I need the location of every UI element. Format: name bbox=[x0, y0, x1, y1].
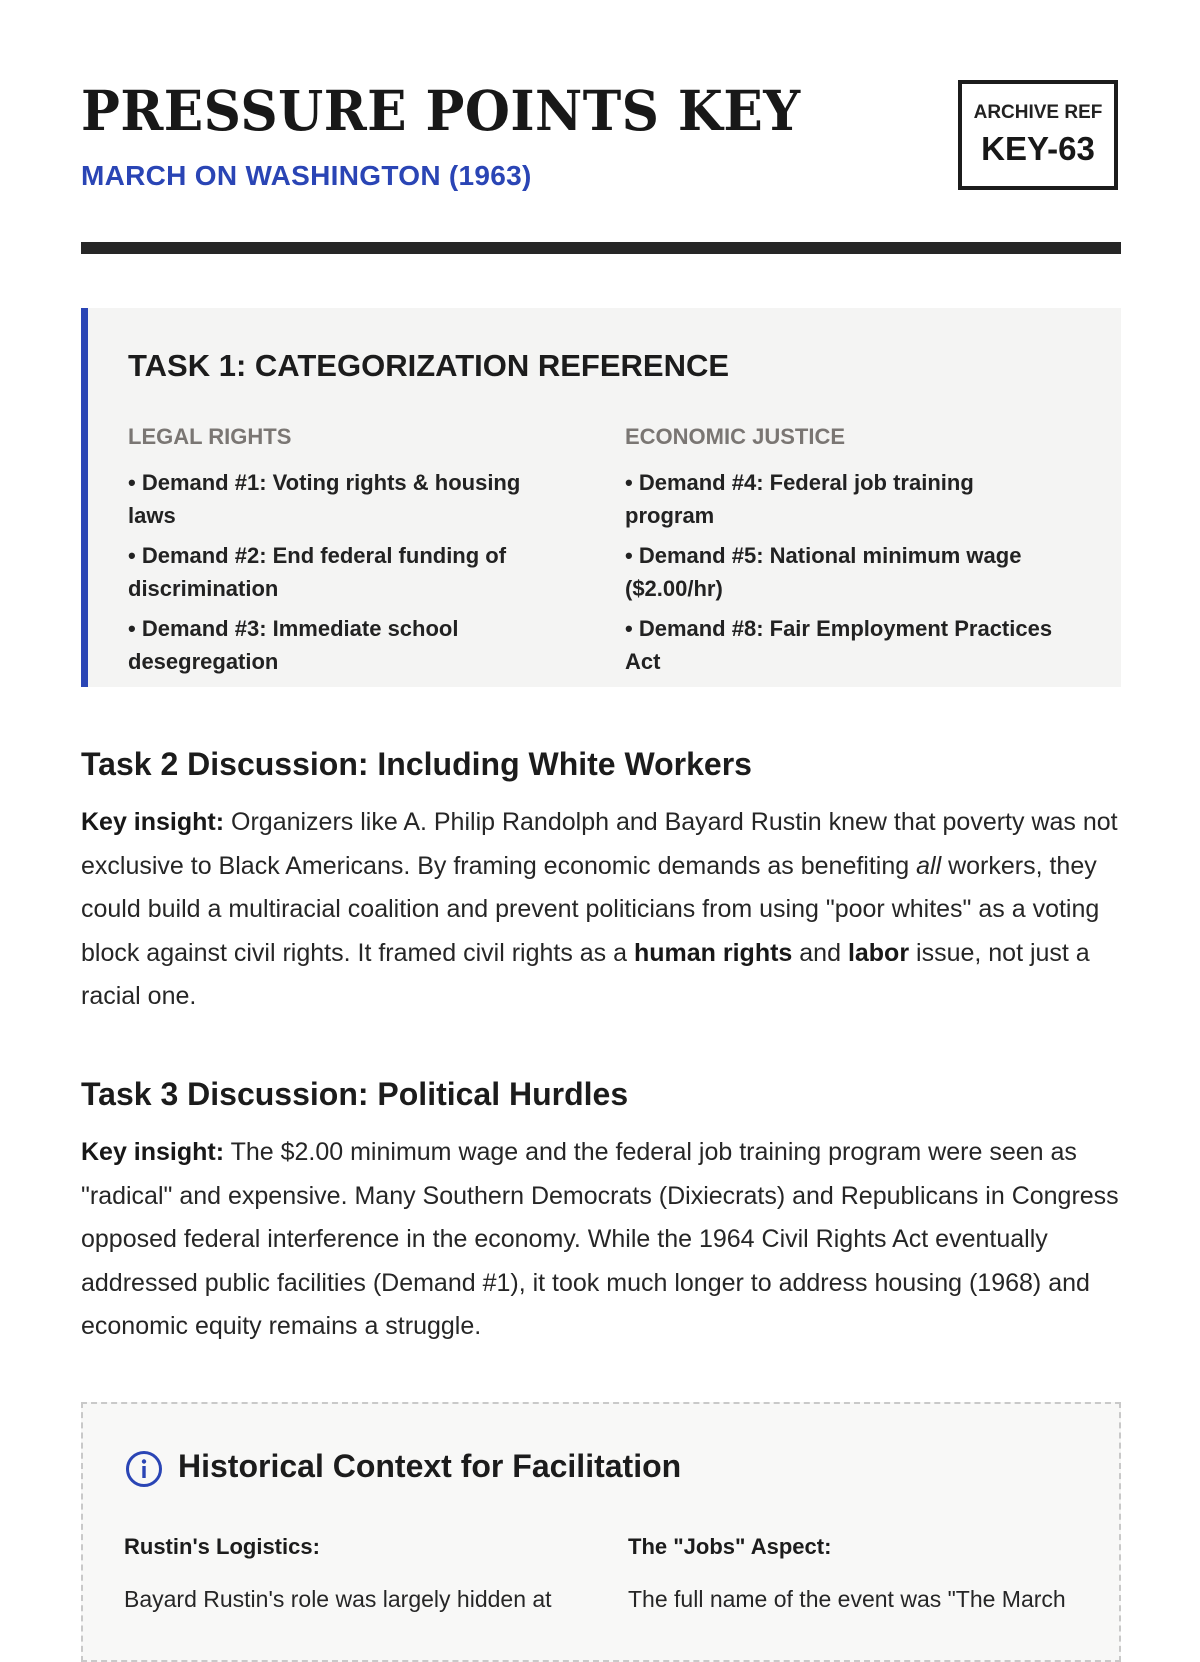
page-subtitle: MARCH ON WASHINGTON (1963) bbox=[81, 160, 532, 191]
task1-heading: TASK 1: CATEGORIZATION REFERENCE bbox=[128, 348, 730, 383]
archive-ref-code: KEY-63 bbox=[981, 130, 1095, 167]
legal-rights-list bbox=[128, 466, 568, 678]
rustin-logistics-heading: Rustin's Logistics: bbox=[124, 1534, 320, 1559]
list-item: • Demand #8: Fair Employment Practices Act bbox=[625, 616, 1053, 674]
task3-heading: Task 3 Discussion: Political Hurdles bbox=[81, 1076, 629, 1112]
economic-justice-list bbox=[625, 466, 1065, 678]
legal-rights-column bbox=[128, 424, 568, 685]
list-item: • Demand #2: End federal funding of discrimination bbox=[128, 543, 507, 601]
emphasis-all: all bbox=[916, 851, 942, 880]
context-heading: Historical Context for Facilitation bbox=[178, 1448, 682, 1484]
jobs-aspect-text: The full name of the event was "The March bbox=[628, 1586, 1066, 1612]
list-item: • Demand #5: National minimum wage ($2.00/hr) bbox=[625, 543, 1022, 601]
legal-rights-heading: LEGAL RIGHTS bbox=[128, 424, 292, 449]
info-icon bbox=[125, 1450, 163, 1488]
page-title: PRESSURE POINTS KEY bbox=[81, 78, 801, 143]
archive-ref-label: ARCHIVE REF bbox=[973, 102, 1103, 123]
rustin-logistics-text: Bayard Rustin's role was largely hidden at bbox=[124, 1586, 552, 1612]
archive-ref-box bbox=[958, 80, 1118, 190]
list-item: • Demand #4: Federal job training program bbox=[625, 470, 974, 528]
jobs-aspect-column bbox=[628, 1534, 1068, 1616]
task2-heading: Task 2 Discussion: Including White Workers bbox=[81, 746, 752, 782]
rustin-logistics-column bbox=[124, 1534, 564, 1616]
economic-justice-column bbox=[625, 424, 1065, 685]
task2-section bbox=[81, 746, 1121, 1019]
historical-context-box bbox=[81, 1402, 1121, 1662]
list-item: • Demand #3: Immediate school desegregation bbox=[128, 616, 459, 674]
task2-body: Key insight: Organizers like A. Philip Randolph and Bayard Rustin knew that poverty was not exclusive to Black Americans. By framing economic demands as benefiting all workers, they could build a multiracial coalition and prevent politicians from using "poor whites" as a voting block against civil rights. It framed civil rights as a human rights and labor issue, not just a racial one. bbox=[81, 808, 1118, 1010]
key-insight-label: Key insight: bbox=[81, 1138, 225, 1166]
list-item: • Demand #1: Voting rights & housing laws bbox=[128, 470, 521, 528]
economic-justice-heading: ECONOMIC JUSTICE bbox=[625, 424, 846, 449]
header-divider bbox=[81, 242, 1121, 254]
jobs-aspect-heading: The "Jobs" Aspect: bbox=[628, 1534, 832, 1559]
task3-section bbox=[81, 1076, 1121, 1349]
bold-labor: labor bbox=[847, 938, 910, 967]
key-insight-label: Key insight: bbox=[81, 808, 225, 836]
task3-body: Key insight: The $2.00 minimum wage and the federal job training program were seen as "radical" and expensive. Many Southern Democrats (Dixiecrats) and Republicans in Congress opposed federal interference in the economy. While the 1964 Civil Rights Act eventually addressed public facilities (Demand #1), it took much longer to address housing (1968) and economic equity remains a struggle. bbox=[81, 1138, 1119, 1340]
task1-panel bbox=[81, 308, 1121, 687]
bold-human-rights: human rights bbox=[633, 938, 793, 967]
